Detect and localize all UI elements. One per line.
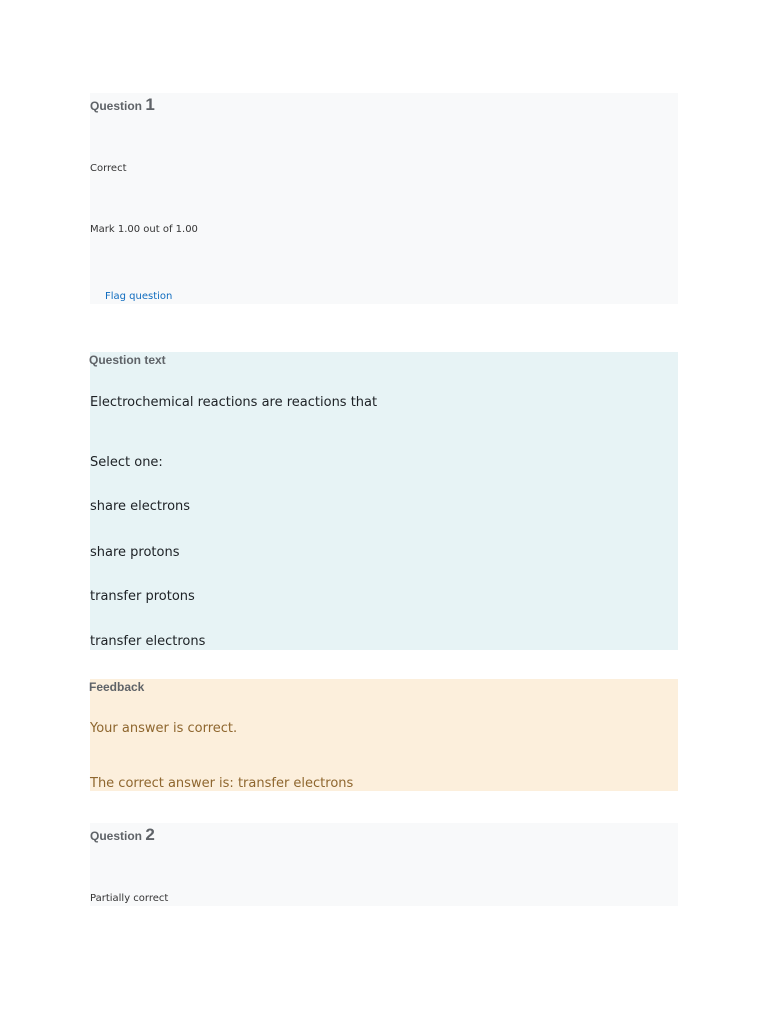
question-text-block	[90, 352, 678, 650]
answer-option[interactable]: transfer electrons	[90, 634, 206, 649]
question-number: 2	[145, 825, 155, 844]
question-1-heading	[90, 93, 155, 118]
correct-answer-text: The correct answer is: transfer electrons	[90, 776, 354, 791]
question-2-info	[90, 823, 678, 906]
question-state: Correct	[90, 163, 127, 174]
question-label: Question	[90, 829, 143, 843]
flag-question-link[interactable]: Flag question	[105, 291, 173, 302]
question-text-label: Question text	[89, 353, 166, 367]
feedback-label: Feedback	[89, 680, 145, 694]
question-state: Partially correct	[90, 893, 169, 904]
question-prompt: Electrochemical reactions are reactions that	[90, 395, 378, 410]
question-number: 1	[145, 95, 155, 114]
question-2-heading	[90, 823, 155, 848]
question-1-info	[90, 93, 678, 304]
question-mark: Mark 1.00 out of 1.00	[90, 224, 198, 235]
answer-option[interactable]: share electrons	[90, 499, 191, 514]
feedback-block	[90, 679, 678, 791]
answer-option[interactable]: share protons	[90, 545, 180, 560]
select-one-label: Select one:	[90, 455, 163, 470]
answer-option[interactable]: transfer protons	[90, 589, 195, 604]
feedback-result: Your answer is correct.	[90, 721, 238, 736]
question-label: Question	[90, 99, 143, 113]
